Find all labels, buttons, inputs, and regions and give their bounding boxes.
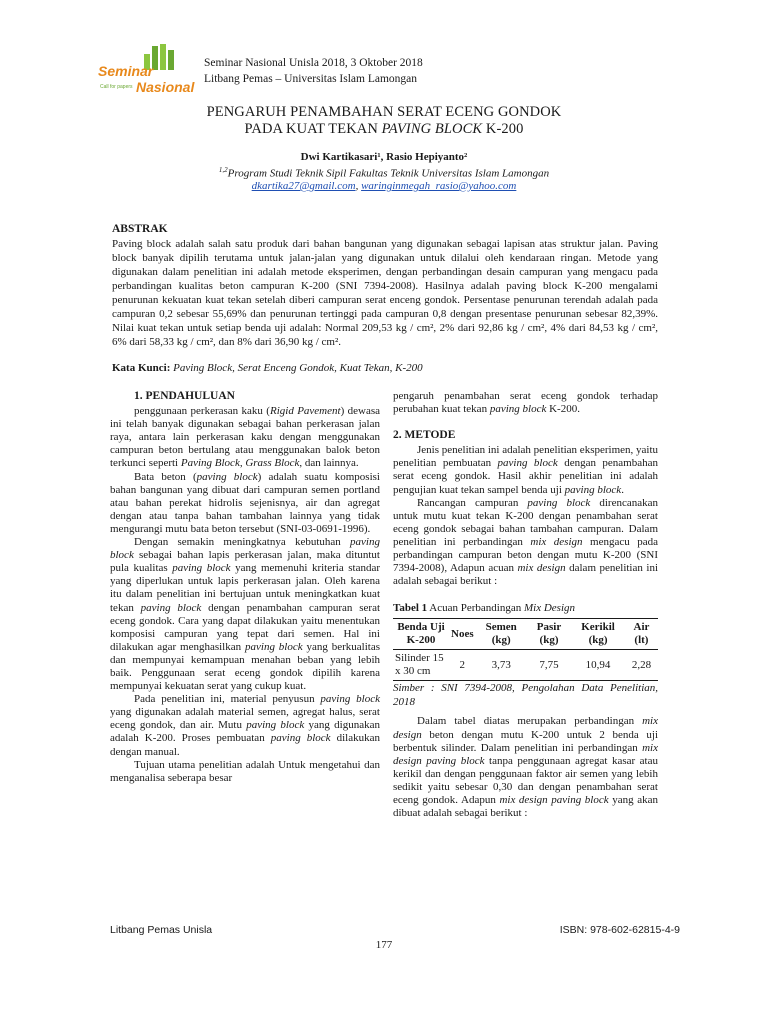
abstract-body: Paving block adalah salah satu produk dari bahan bangunan yang digunakan sebagai lapisan atas struktur jalan. Paving block banyak dipilih terutama untuk jalan-jalan yang digunakan untuk dilalui oleh kendaraan ringan. Metode yang digunakan dalam penelitian ini adalah metode eksperimen, dengan perbandingan desain campuran yang mengacu pada perbandingan kualitas beton campuran K-200 (SNI 7394-2008). Hasilnya adalah paving block K-200 mengalami penurunan kekuatan kuat tekan setelah diberi campuran serat enceng gondok. Persentase penurunan terendah adalah pada campuran 0,2 sebesar 55,69% dan penurunan tertinggi pada campuran 0,8 dengan presentase penurunan sebesar 82,39%. Nilai kuat tekan untuk setiap benda uji adalah: Normal 209,53 kg / cm², 2% dari 92,86 kg / cm², 4% dari 84,53 kg / cm², 6% dari 58,33 kg / cm², dan 8% dari 36,90 kg / cm². <box>112 238 658 348</box>
table-cell: 2 <box>459 658 466 671</box>
paragraph: pengaruh penambahan serat eceng gondok terhadap perubahan kuat tekan paving block K-200. <box>393 390 658 416</box>
section-2-heading: 2. METODE <box>393 429 456 442</box>
section-1-heading: 1. PENDAHULUAN <box>134 390 235 402</box>
conference-line-1: Seminar Nasional Unisla 2018, 3 Oktober 2018 <box>204 57 423 69</box>
paragraph: Rancangan campuran paving block direncanakan untuk mutu kuat tekan K-200 dengan penambahan serat eceng gondok sebagai bahan tambahan campuran. Dalam penelitian ini perbandingan mix design mengacu pada perbandingan campuran beton dengan mutu K-200 (SNI 7394-2008), Adapun acuan mix design dalam penelitian ini adalah sebagai berikut : <box>393 496 659 588</box>
left-column <box>110 390 380 785</box>
authors: Dwi Kartikasari¹, Rasio Hepiyanto² <box>300 151 468 163</box>
author-emails: dkartika27@gmail.com, waringinmegah_rasio@yahoo.com <box>251 180 517 192</box>
email-link-1[interactable]: dkartika27@gmail.com <box>251 180 356 192</box>
title-line-1: PENGARUH PENAMBAHAN SERAT ECENG GONDOK <box>206 104 562 120</box>
table-header-cell: Air (lt) <box>633 621 650 647</box>
email-link-2[interactable]: waringinmegah_rasio@yahoo.com <box>361 180 517 192</box>
abstract-heading: ABSTRAK <box>112 223 168 235</box>
table-cell: 3,73 <box>491 658 511 671</box>
table-header-row <box>393 619 658 650</box>
table-header-cell: Semen (kg) <box>485 621 517 647</box>
paragraph: Dengan semakin meningkatnya kebutuhan paving block sebagai bahan lapis perkerasan jalan, maka dituntut pula kualitas paving block yang memenuhi kriteria standar yang diperlukan untuk lapis perkerasan jalan. Oleh karena itu dalam penelitian ini bertujuan untuk meningkatkan kuat tekan paving block dengan penambahan campuran serat eceng gondok. Cara yang dapat dilakukan yaitu menentukan komposisi campuran yang tepat dari semen. Hal ini dilakukan agar menghasilkan paving block yang berkualitas dan mempunyai kemampuan menahan beban yang lebih baik. Penggunaan serat eceng gondok dipilih karena mempunyai kekuatan serat yang cukup kuat. <box>110 536 381 693</box>
table-header-cell: Benda Uji K-200 <box>397 621 445 647</box>
table-row <box>393 650 658 681</box>
table-caption: Tabel 1 Acuan Perbandingan Mix Design <box>393 602 575 615</box>
table-header-cell: Kerikil (kg) <box>581 621 615 647</box>
keywords: Kata Kunci: Paving Block, Serat Enceng Gondok, Kuat Tekan, K-200 <box>112 362 423 374</box>
table-cell: 2,28 <box>631 658 652 671</box>
table-cell: 10,94 <box>585 658 611 671</box>
footer-left: Litbang Pemas Unisla <box>110 924 213 936</box>
conference-line-2: Litbang Pemas – Universitas Islam Lamongan <box>204 73 418 85</box>
table-source: Simber : SNI 7394-2008, Pengolahan Data Penelitian, 2018 <box>393 682 658 709</box>
paragraph: Bata beton (paving block) adalah suatu komposisi bahan bangunan yang dibuat dari campuran semen portland atau bahan perekat hidrolis sejenisnya, air dan agregat dengan atau tanpa bahan tambahan lainnya yang tidak mengurangi mutu bata beton tersebut (SNI-03-0691-1996). <box>110 470 380 535</box>
table-cell: 7,75 <box>539 658 559 671</box>
table-cell: Silinder 15 x 30 cm <box>395 652 444 678</box>
paper-title <box>96 104 672 138</box>
right-column <box>393 390 658 820</box>
footer-isbn: ISBN: 978-602-62815-4-9 <box>559 924 680 936</box>
paragraph: Dalam tabel diatas merupakan perbandingan mix design beton dengan mutu K-200 untuk 2 benda uji berbentuk silinder. Dalam penelitian ini perbandingan mix design paving block tanpa penggunaan agregat kasar atau kerikil dan dengan penggunaan faktor air semen yang lebih sedikit yaitu sebesar 0,30 dan dengan penambahan serat eceng gondok. Adapun mix design paving block yang akan dibuat adalah sebagai berikut : <box>393 715 658 820</box>
svg-text:Call for papers: Call for papers <box>100 84 133 90</box>
svg-text:Nasional: Nasional <box>136 79 195 95</box>
seminar-logo <box>96 44 195 96</box>
page-number: 177 <box>375 939 393 951</box>
paragraph: Tujuan utama penelitian adalah Untuk mengetahui dan menganalisa seberapa besar <box>110 758 380 784</box>
table-header-cell: Noes <box>451 627 474 640</box>
svg-text:Seminar: Seminar <box>98 63 154 79</box>
paragraph: penggunaan perkerasan kaku (Rigid Pavement) dewasa ini telah banyak digunakan sebagai bahan perkerasan jalan raya, antara lain perkerasan kaku dengan menggunakan campuran beton bertulang atau menggunakan balok beton terkunci seperti Paving Block, Grass Block, dan lainnya. <box>110 405 380 470</box>
table-header-cell: Pasir (kg) <box>536 621 562 647</box>
mix-design-table <box>393 618 658 681</box>
conference-header <box>204 55 423 87</box>
affiliation: $^{1,2}$Program Studi Teknik Sipil Fakultas Teknik Universitas Islam Lamongan <box>218 166 550 180</box>
title-line-2: PADA KUAT TEKAN PAVING BLOCK K-200 <box>244 121 524 137</box>
paragraph: Pada penelitian ini, material penyusun paving block yang digunakan adalah material semen, agregat halus, serat eceng gondok, dan air. Mutu paving block yang digunakan adalah K-200. Proses pembuatan paving block dilakukan dengan manual. <box>110 693 380 758</box>
paragraph: Jenis penelitian ini adalah penelitian eksperimen, yaitu penelitian pembuatan paving block dengan penambahan serat eceng gondok. Hasil akhir penelitian ini adalah pengujian kuat tekan sampel benda uji paving block. <box>393 444 659 496</box>
